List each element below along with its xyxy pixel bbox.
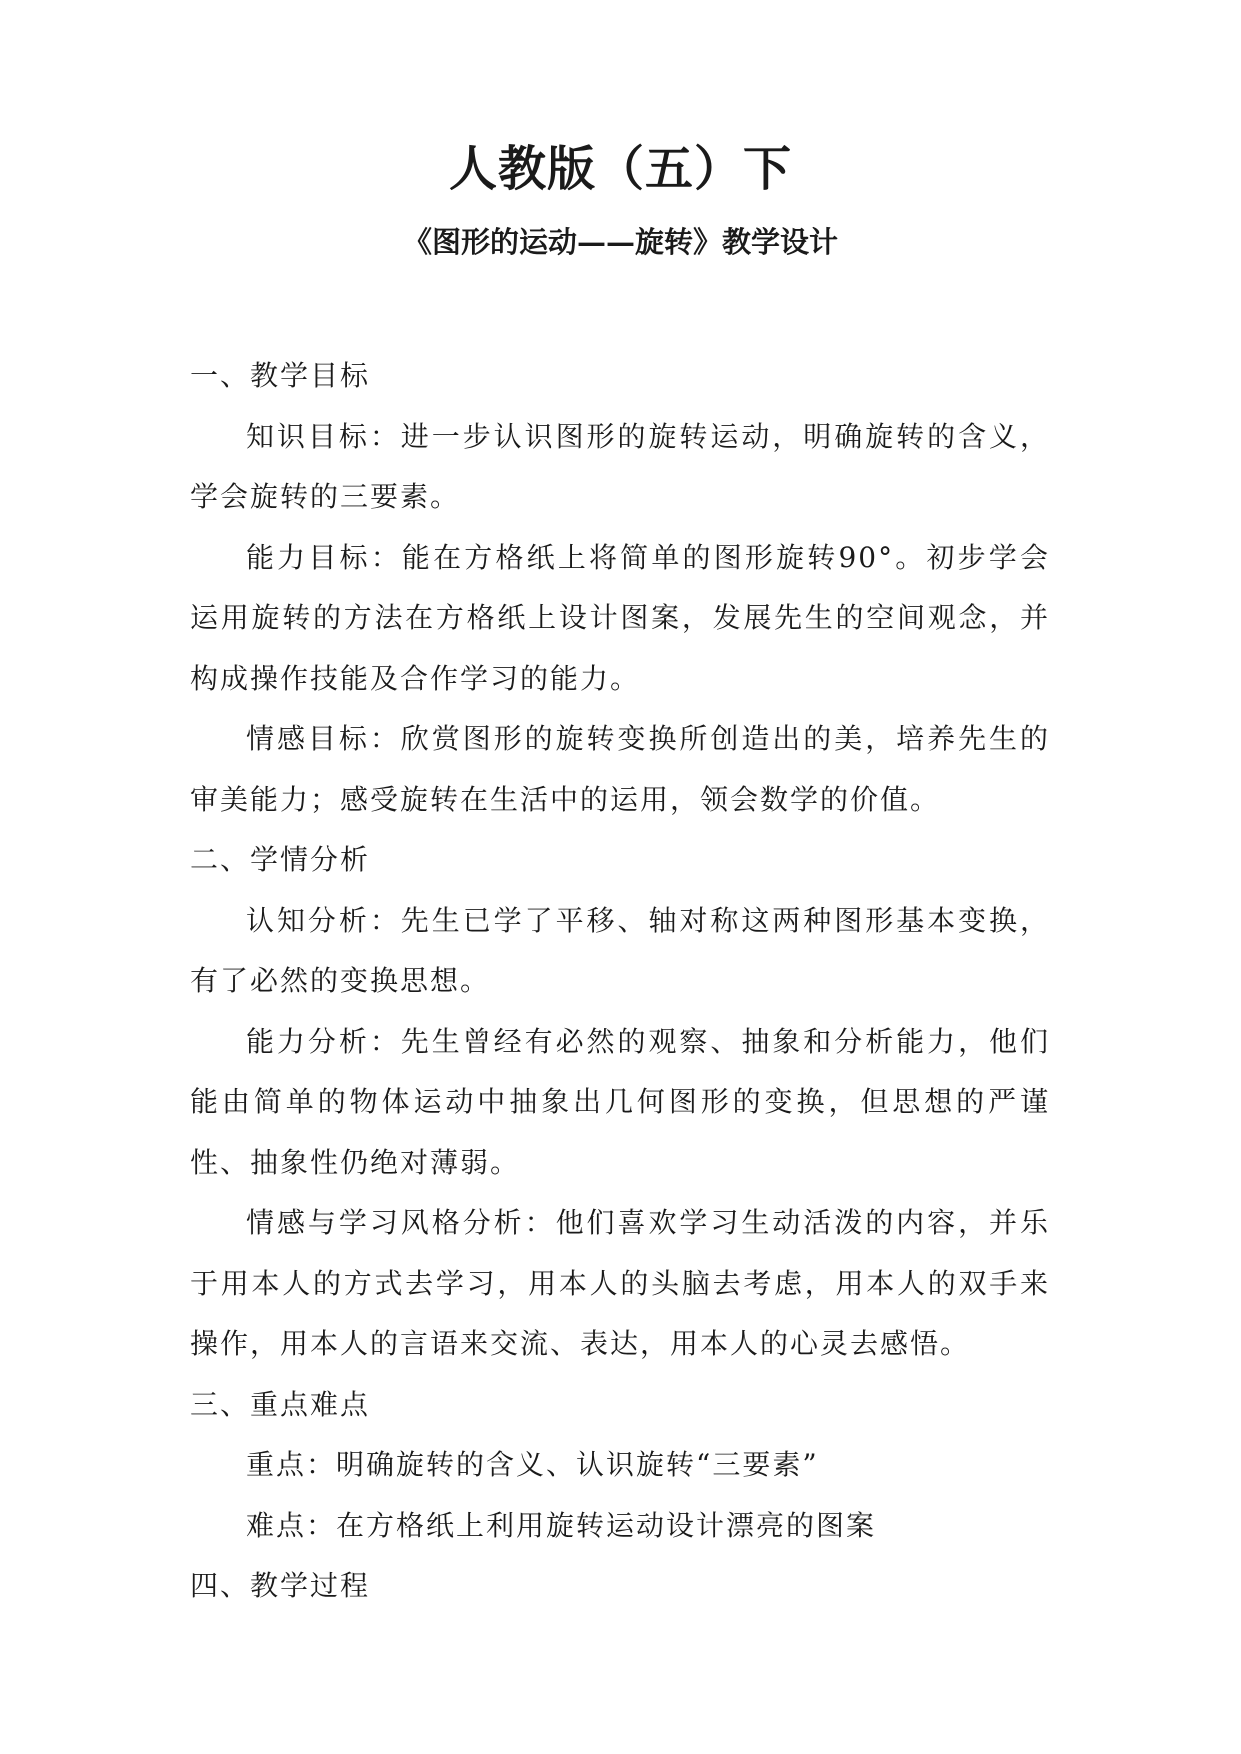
paragraph-ability-goal: 能力目标：能在方格纸上将简单的图形旋转90°。初步学会运用旋转的方法在方格纸上设计图案，发展先生的空间观念，并构成操作技能及合作学习的能力。	[190, 540, 1050, 695]
paragraph-emotion-goal: 情感目标：欣赏图形的旋转变换所创造出的美，培养先生的审美能力；感受旋转在生活中的运用，领会数学的价值。	[190, 722, 1050, 816]
section-heading-key-points: 三、重点难点	[190, 1387, 371, 1421]
section-heading-analysis: 二、学情分析	[190, 843, 371, 876]
document-title: 人教版（五）下	[448, 141, 792, 197]
document-body	[190, 346, 1050, 1617]
paragraph-knowledge-goal: 知识目标：进一步认识图形的旋转运动，明确旋转的含义，学会旋转的三要素。	[190, 419, 1050, 513]
document-subtitle: 《图形的运动——旋转》教学设计	[402, 225, 838, 259]
paragraph-cognitive-analysis: 认知分析：先生已学了平移、轴对称这两种图形基本变换，有了必然的变换思想。	[190, 903, 1050, 997]
paragraph-difficulty: 难点：在方格纸上利用旋转运动设计漂亮的图案	[246, 1508, 877, 1542]
section-heading-process: 四、教学过程	[190, 1569, 371, 1602]
paragraph-key-point: 重点：明确旋转的含义、认识旋转“三要素”	[246, 1448, 819, 1481]
paragraph-style-analysis: 情感与学习风格分析：他们喜欢学习生动活泼的内容，并乐于用本人的方式去学习，用本人的头脑去考虑，用本人的双手来操作，用本人的言语来交流、表达，用本人的心灵去感悟。	[190, 1206, 1050, 1360]
section-heading-objectives: 一、教学目标	[190, 359, 371, 392]
paragraph-ability-analysis: 能力分析：先生曾经有必然的观察、抽象和分析能力，他们能由简单的物体运动中抽象出几何图形的变换，但思想的严谨性、抽象性仍绝对薄弱。	[190, 1024, 1050, 1179]
